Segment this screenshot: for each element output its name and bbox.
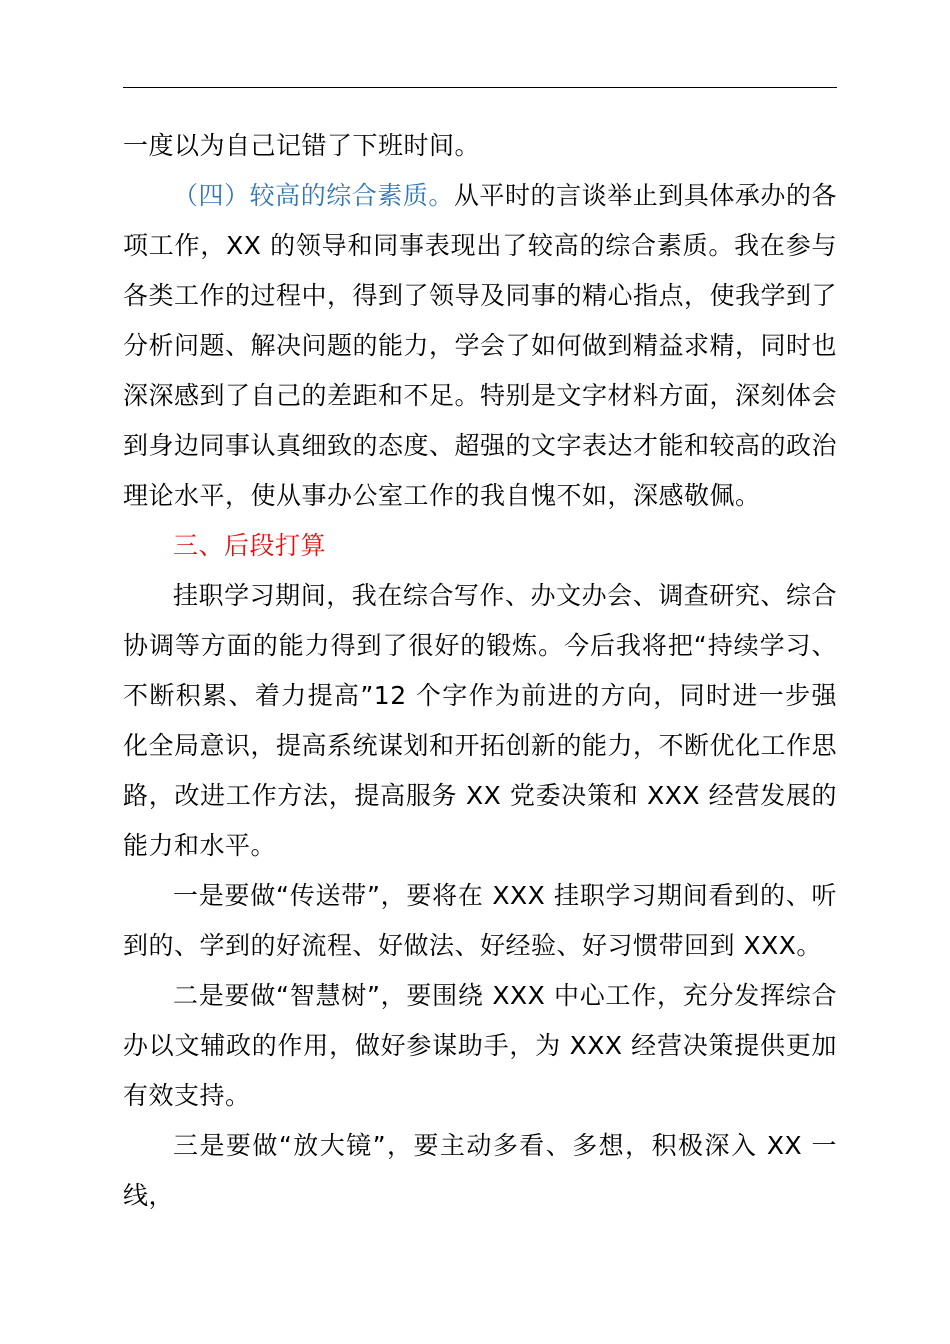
header-rule xyxy=(123,87,837,88)
section-heading-future-plans: 三、后段打算 xyxy=(173,531,327,560)
paragraph-plan-two: 二是要做“智慧树”，要围绕 XXX 中心工作，充分发挥综合办以文辅政的作用，做好参谋助手，为 XXX 经营决策提供更加有效支持。 xyxy=(123,981,837,1110)
paragraph-plan-three: 三是要做“放大镜”，要主动多看、多想，积极深入 XX 一线， xyxy=(123,1131,837,1210)
document-body xyxy=(123,121,837,1221)
paragraph-continuation: 一度以为自己记错了下班时间。 xyxy=(123,131,481,160)
paragraph-plan-one: 一是要做“传送带”，要将在 XXX 挂职学习期间看到的、听到的、学到的好流程、好做法、好经验、好习惯带回到 XXX。 xyxy=(123,881,837,960)
paragraph-comprehensive-quality xyxy=(123,171,837,521)
subheading-comprehensive-quality: （四）较高的综合素质。 xyxy=(173,181,454,210)
paragraph-future-plans: 挂职学习期间，我在综合写作、办文办会、调查研究、综合协调等方面的能力得到了很好的锻炼。今后我将把“持续学习、不断积累、着力提高”12 个字作为前进的方向，同时进一步强化全局意识，提高系统谋划和开拓创新的能力，不断优化工作思路，改进工作方法，提高服务 XX 党委决策和 XXX 经营发展的能力和水平。 xyxy=(123,581,838,860)
paragraph-comprehensive-quality-body: 从平时的言谈举止到具体承办的各项工作，XX 的领导和同事表现出了较高的综合素质。我在参与各类工作的过程中，得到了领导及同事的精心指点，使我学到了分析问题、解决问题的能力，学会了如何做到精益求精，同时也深深感到了自己的差距和不足。特别是文字材料方面，深刻体会到身边同事认真细致的态度、超强的文字表达才能和较高的政治理论水平，使从事办公室工作的我自愧不如，深感敬佩。 xyxy=(123,181,838,510)
